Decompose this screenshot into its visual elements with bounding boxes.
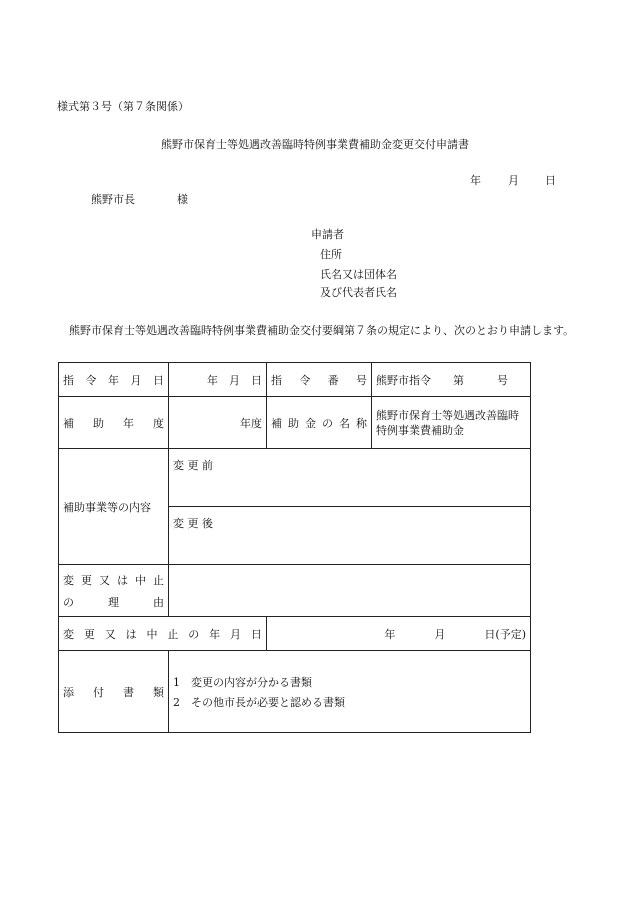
label-char: 称 (356, 416, 367, 430)
label-char: 変 (63, 627, 74, 641)
document-title: 熊野市保育士等処遇改善臨時特例事業費補助金変更交付申請書 (161, 138, 469, 151)
label-char: 指 (63, 373, 74, 387)
reason-field[interactable] (169, 565, 531, 617)
applicant-name-label: 氏名又は団体名 (320, 268, 397, 281)
label-char: の (188, 627, 200, 641)
label-char: 名 (339, 416, 350, 430)
attachment-item-2: 2 その他市長が必要と認める書類 (173, 695, 345, 709)
form-number: 様式第３号（第７条関係） (57, 100, 189, 113)
order-date-label (59, 363, 169, 397)
order-date-value[interactable]: 年 月 日 (169, 363, 267, 397)
label-char: 日 (153, 373, 164, 387)
change-date-year: 年 (384, 627, 396, 641)
change-date-label (59, 617, 267, 651)
date-year: 年 (470, 174, 481, 187)
addressee-honorific: 様 (177, 193, 188, 206)
applicant-label: 申請者 (311, 228, 344, 241)
label-char: の (322, 416, 333, 430)
attachments-field[interactable] (169, 651, 531, 733)
label-char: 月 (230, 627, 241, 641)
label-char: 番 (327, 373, 339, 387)
date-month: 月 (508, 174, 519, 187)
label-char: 年 (108, 373, 119, 387)
row-attachments (59, 651, 531, 733)
row-change-date (59, 617, 531, 651)
label-char: 号 (355, 373, 367, 387)
row-subsidy (59, 397, 531, 449)
date-day: 日 (545, 174, 556, 187)
reason-label (59, 565, 169, 617)
order-number-label (267, 363, 372, 397)
attachments-label (59, 651, 169, 733)
label-char: 令 (299, 373, 311, 387)
label-char: 助 (288, 416, 299, 430)
label-char: 由 (153, 595, 164, 609)
subsidy-year-value[interactable]: 年度 (169, 397, 267, 449)
change-after-field[interactable]: 変 更 後 (169, 507, 531, 565)
application-form-table (58, 362, 531, 733)
label-char: 年 (123, 416, 134, 430)
change-date-day: 日(予定) (484, 627, 526, 641)
label-char: 変 (63, 573, 74, 587)
submission-date (470, 172, 556, 188)
label-char: 付 (93, 685, 104, 699)
label-char: 止 (153, 573, 164, 587)
label-char: は (117, 573, 128, 587)
label-char: の (63, 595, 74, 609)
applicant-representative-label: 及び代表者氏名 (320, 286, 397, 299)
label-char: 又 (99, 573, 110, 587)
addressee-name: 熊野市長 (91, 193, 135, 206)
label-char: 中 (146, 627, 158, 641)
label-char: 更 (81, 573, 92, 587)
label-char: 令 (85, 373, 97, 387)
attachment-item-1: 1 変更の内容が分かる書類 (173, 675, 312, 689)
label-char: 助 (93, 416, 104, 430)
label-char: 類 (153, 685, 164, 699)
addressee (91, 191, 188, 207)
row-content-before (59, 449, 531, 507)
label-char: 添 (63, 685, 74, 699)
subsidy-name-value[interactable]: 熊野市保育士等処遇改善臨時特例事業費補助金 (372, 397, 531, 449)
label-char: 日 (250, 627, 262, 641)
label-char: 補 (63, 416, 74, 430)
label-char: 中 (135, 573, 146, 587)
order-number-value[interactable]: 熊野市指令 第 号 (372, 363, 531, 397)
label-char: 月 (130, 373, 142, 387)
applicant-address-label: 住所 (320, 248, 342, 261)
change-date-value[interactable] (267, 617, 531, 651)
row-reason (59, 565, 531, 617)
content-label: 補助事業等の内容 (59, 449, 169, 565)
label-char: 書 (123, 685, 134, 699)
row-order (59, 363, 531, 397)
label-char: 年 (209, 627, 221, 641)
label-char: 又 (104, 627, 116, 641)
label-char: 補 (271, 416, 282, 430)
change-before-field[interactable]: 変 更 前 (169, 449, 531, 507)
label-char: 止 (167, 627, 179, 641)
label-char: 更 (83, 627, 95, 641)
subsidy-name-label (267, 397, 372, 449)
label-char: 度 (153, 416, 164, 430)
subsidy-year-label (59, 397, 169, 449)
label-char: 理 (108, 595, 119, 609)
label-char: 金 (305, 416, 316, 430)
label-char: 指 (271, 373, 282, 387)
intro-paragraph: 熊野市保育士等処遇改善臨時特例事業費補助金交付要綱第７条の規定により、次のとおり申請します。 (69, 324, 575, 337)
change-date-month: 月 (434, 627, 446, 641)
label-char: は (125, 627, 137, 641)
